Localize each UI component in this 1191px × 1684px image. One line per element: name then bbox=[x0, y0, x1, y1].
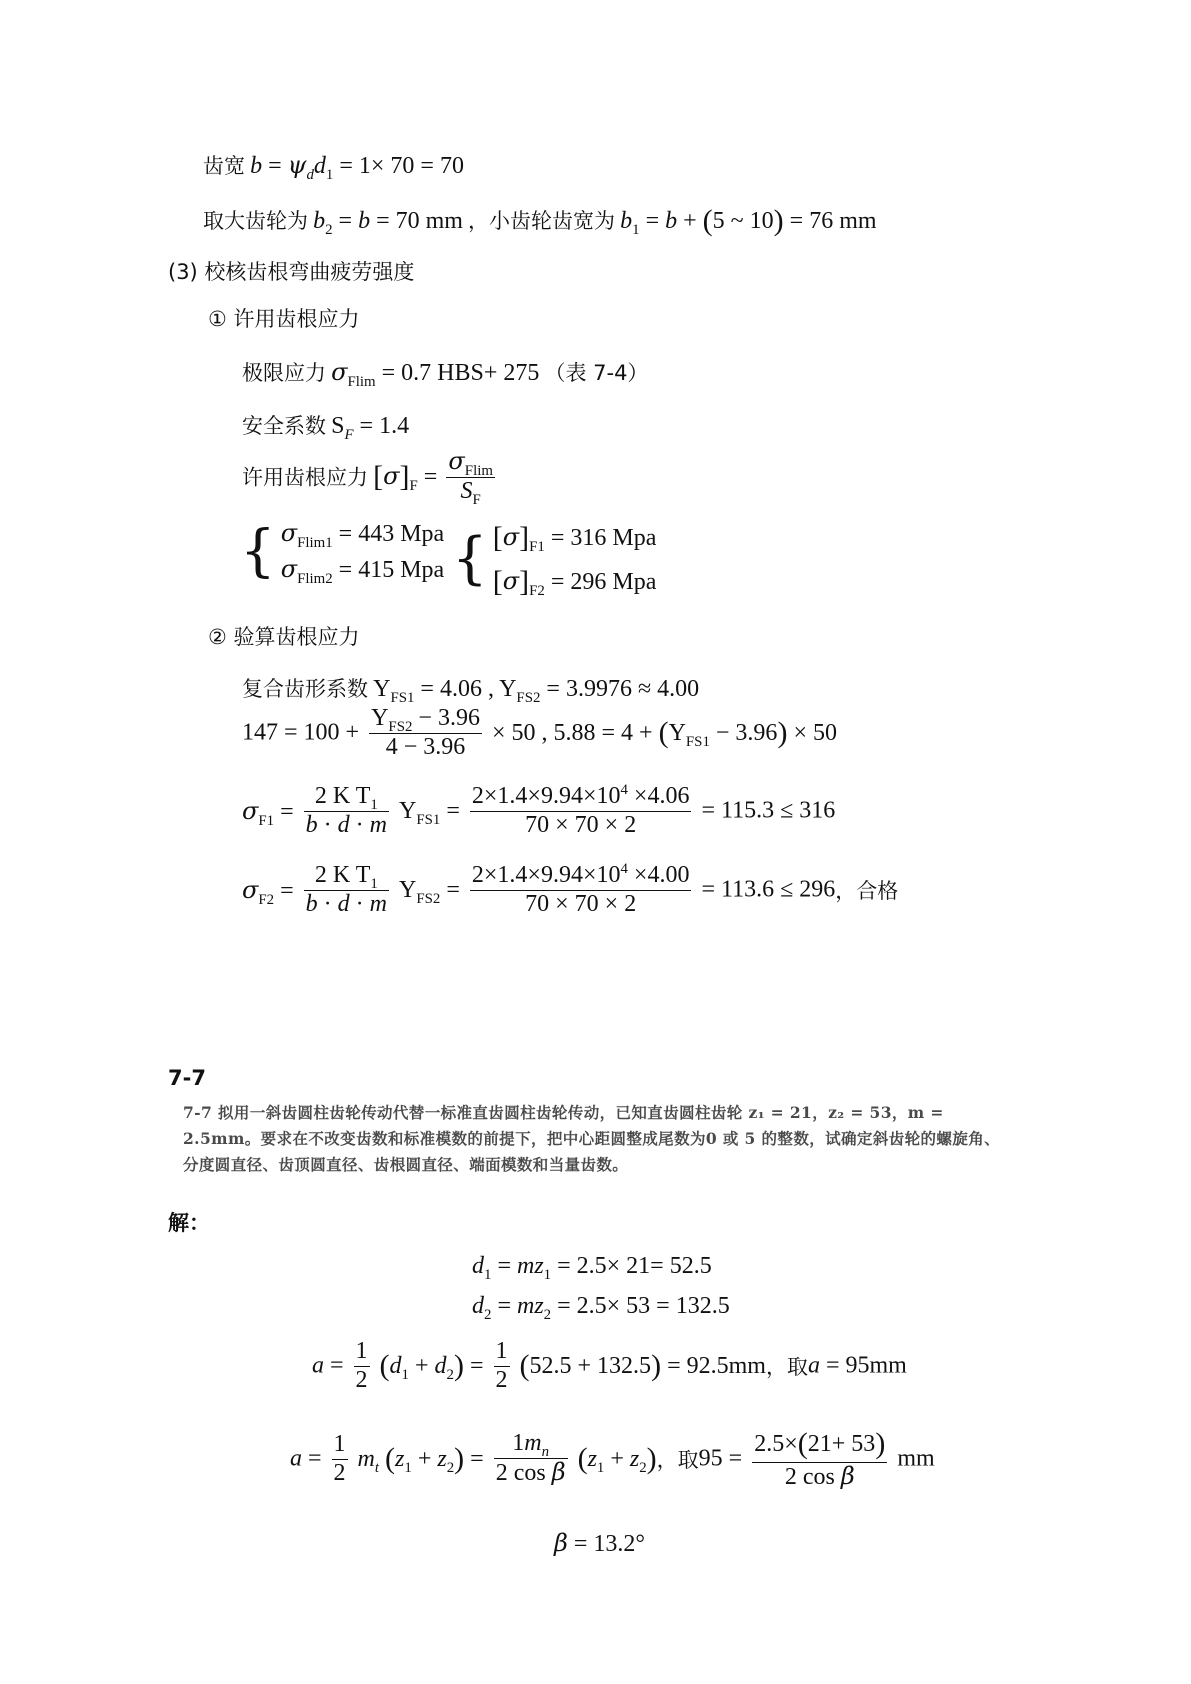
tooth-width-line bbox=[203, 150, 464, 183]
permissible-stress-line bbox=[242, 447, 499, 508]
safety-factor-value: 1.4 bbox=[379, 413, 410, 439]
step-1-title: ① 许用齿根应力 bbox=[208, 307, 360, 331]
permissible-stress-label: 许用齿根应力 bbox=[242, 465, 368, 490]
stress-values-right: { $[\sigma]_{F1} = 316$ Mpa $[\sigma]_{F2} = 296$ Mpa bbox=[452, 521, 657, 599]
section-heading: 7-7 bbox=[168, 1066, 206, 1090]
problem-statement: 7-7 拟用一斜齿圆柱齿轮传动代替一标准直齿圆柱齿轮传动，已知直齿圆柱齿轮 z₁ = 21，z₂ = 53，m = 2.5mm。要求在不改变齿数和标准模数的前提下，把中心距圆整成尾数为0 或 5 的整数，试确定斜齿轮的螺旋角、分度圆直径、齿顶圆直径、齿根圆直径、端面模数和当量齿数。 bbox=[183, 1103, 1001, 1174]
solution-label: 解： bbox=[168, 1211, 210, 1235]
safety-factor-line: 安全系数 $S_F = 1.4$ bbox=[242, 413, 410, 443]
center-distance-chosen: 95mm bbox=[845, 1352, 907, 1379]
helical-center-distance-line: a = $\frac{1}{2}$ $m_t$ $(z_1 + z_2)$ = $\frac{1m_n}{\text{2 cos β}}$ $(z_1 + z_2)$，取95 = $\frac{2.5\times(21+ 53)}{\text{2 cos β}}$ mm bbox=[290, 1427, 935, 1490]
flim2-value: 415 bbox=[358, 556, 395, 583]
center-distance-line: a = $\frac{1}{2}$ $(d_1 + d_2)$ = $\frac{1}{2}$ (52.5 + 132.5) = 92.5mm，取a = 95mm bbox=[312, 1338, 907, 1393]
center-distance-result: 92.5mm bbox=[686, 1353, 766, 1380]
stress-values-left: { $\sigma_{Flim1} = 443$ Mpa $\sigma_{Flim2} = 415$ Mpa bbox=[240, 518, 445, 587]
form-factor-line: 复合齿形系数 $Y_{FS1} = 4.06$ , $Y_{FS2} = 3.9976 \approx 4.00$ bbox=[242, 676, 700, 706]
section-3-title: (3) 校核齿根弯曲疲劳强度 bbox=[168, 260, 415, 284]
permissible-stress-formula: $[\sigma]_F$ = bbox=[373, 459, 438, 494]
table-reference: （表 7-4） bbox=[544, 361, 649, 385]
pass-verdict: ，合格 bbox=[835, 879, 899, 904]
form-factor-label: 复合齿形系数 bbox=[242, 677, 368, 701]
d1-formula: $d_1 = mz_1 = 2.5\times 21= 52.5$ bbox=[472, 1253, 712, 1283]
sigma-f2-line: $\sigma_{F2}$ = $\frac{2 K T_1}{b \cdot d \cdot m}$ $Y_{FS2}$ = $\frac{2\times 1.4\times 9.94\times 10^4 \times 4.00}{70 \times 70 \times 2}$ = 113.6 ≤ 296，合格 bbox=[242, 861, 899, 917]
sigma-f2-result: 113.6 bbox=[721, 876, 775, 903]
small-gear-label: ，小齿轮齿宽为 bbox=[468, 209, 616, 233]
limit-stress-line bbox=[242, 357, 649, 390]
perm2-value: 296 bbox=[570, 568, 607, 595]
small-gear-width: $b_1 = b + (5$ ~ 10) = 76 mm bbox=[620, 204, 877, 238]
yfs2-value: 3.9976 bbox=[565, 676, 632, 702]
yfs2-rounded: 4.00 bbox=[657, 676, 700, 702]
sigma-f1-line: $\sigma_{F1}$ = $\frac{2 K T_1}{b \cdot d \cdot m}$ $Y_{FS1}$ = $\frac{2\times 1.4\times 9.94\times 10^4 \times 4.06}{70 \times 70 \times 2}$ = 115.3 ≤ 316 bbox=[242, 782, 836, 838]
safety-factor-label: 安全系数 bbox=[242, 414, 326, 438]
tooth-width-formula: $b = \psi_dd_1 = 1\times 70 = 70$ bbox=[250, 151, 464, 183]
d2-formula: $d_2 = mz_2 = 2.5\times 53 = 132.5$ bbox=[472, 1293, 730, 1323]
helix-angle-result: β = 13.2° bbox=[554, 1529, 646, 1557]
perm1-value: 316 bbox=[570, 525, 607, 551]
step-2-title: ② 验算齿根应力 bbox=[208, 625, 360, 649]
interpolation-line: 147 = 100 + $\frac{Y_{FS2} - 3.96}{4 - 3.96}$ × 50 , $5.88 = 4 + (Y_{FS1} - 3.96) \times 50$ bbox=[242, 705, 837, 760]
gear-width-line bbox=[203, 204, 877, 238]
sigma-f1-result: 115.3 bbox=[721, 797, 775, 824]
large-gear-width: $b_2 = b = 70$ mm bbox=[313, 208, 463, 238]
flim1-value: 443 bbox=[358, 521, 395, 547]
permissible-stress-fraction: $\frac{\sigma_{Flim}}{S_F}$ bbox=[448, 447, 493, 508]
limit-stress-label: 极限应力 bbox=[242, 361, 326, 385]
large-gear-label: 取大齿轮为 bbox=[203, 209, 308, 233]
tooth-width-label: 齿宽 bbox=[203, 154, 245, 178]
yfs1-value: 4.06 bbox=[439, 676, 482, 702]
limit-stress-formula: $\sigma_{Flim} = 0.7$ HBS+ 275 bbox=[331, 358, 540, 390]
